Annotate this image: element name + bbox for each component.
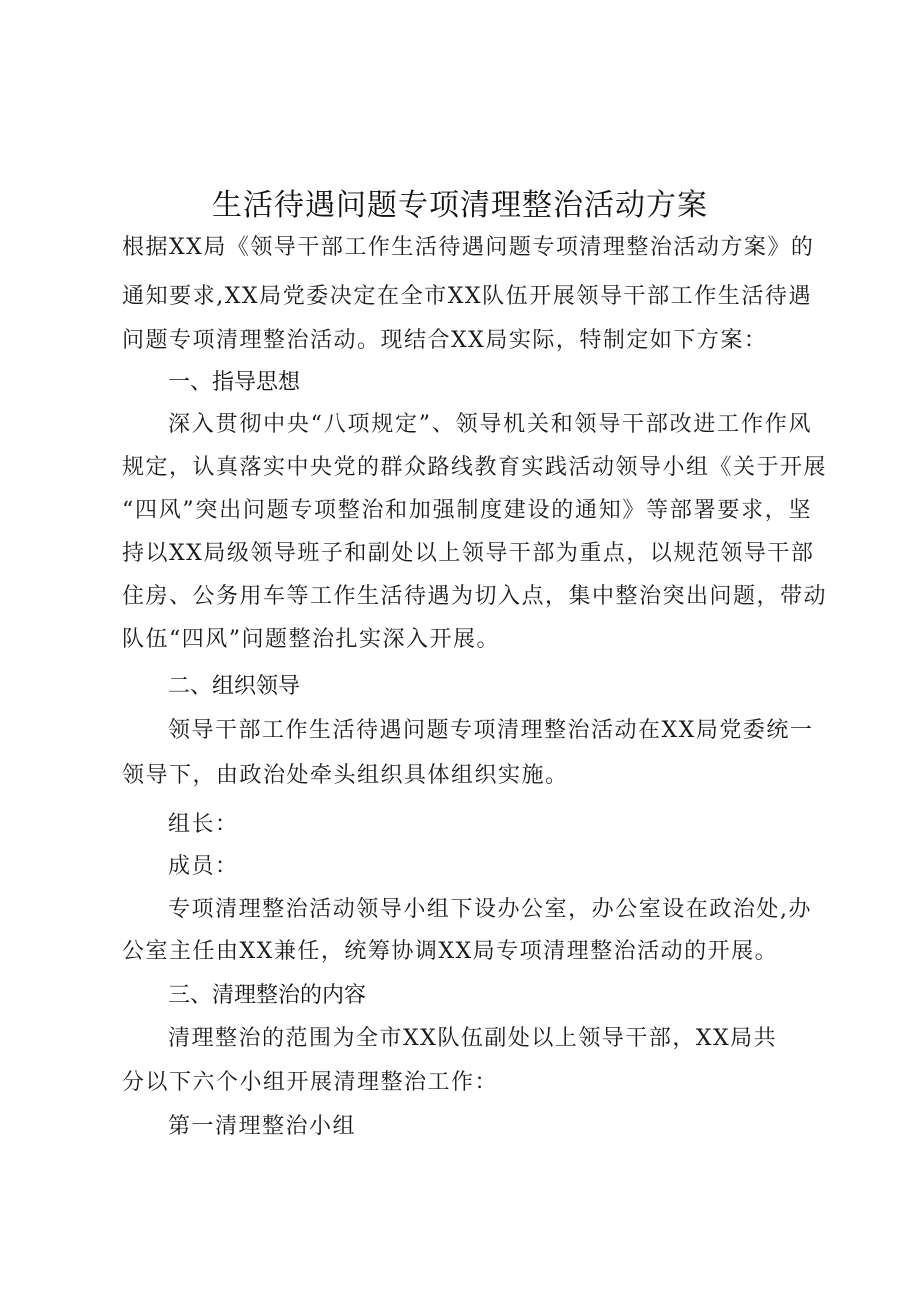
section-1-line-6: 队伍“四风”问题整治扎实深入开展。 bbox=[122, 627, 500, 652]
intro-line-3: 问题专项清理整治活动。现结合XX局实际，特制定如下方案： bbox=[122, 328, 768, 353]
members-label: 成员： bbox=[168, 854, 239, 879]
section-1-line-3: “四风”突出问题专项整治和加强制度建设的通知》等部署要求，坚 bbox=[122, 498, 812, 523]
office-line-1: 专项清理整治活动领导小组下设办公室，办公室设在政治处,办 bbox=[168, 897, 812, 922]
leader-label: 组长： bbox=[168, 812, 239, 837]
section-3-heading: 三、清理整治的内容 bbox=[168, 983, 367, 1008]
section-1-line-5: 住房、公务用车等工作生活待遇为切入点，集中整治突出问题，带动 bbox=[122, 584, 828, 609]
section-2-line-2: 领导下，由政治处牵头组织具体组织实施。 bbox=[122, 763, 569, 788]
section-1-heading: 一、指导思想 bbox=[168, 370, 301, 395]
intro-line-1: 根据XX局《领导干部工作生活待遇问题专项清理整治活动方案》的 bbox=[122, 235, 815, 260]
section-1-line-1: 深入贯彻中央“八项规定”、领导机关和领导干部改进工作作风 bbox=[168, 412, 812, 437]
section-3-line-1: 清理整治的范围为全市XX队伍副处以上领导干部，XX局共 bbox=[168, 1026, 778, 1051]
section-2-heading: 二、组织领导 bbox=[168, 674, 301, 699]
office-line-2: 公室主任由XX兼任，统筹协调XX局专项清理整治活动的开展。 bbox=[122, 939, 779, 964]
document-title: 生活待遇问题专项清理整治活动方案 bbox=[212, 188, 708, 223]
section-3-line-2: 分以下六个小组开展清理整治工作： bbox=[122, 1070, 499, 1095]
intro-line-2: 通知要求,XX局党委决定在全市XX队伍开展领导干部工作生活待遇 bbox=[122, 284, 812, 309]
section-1-line-4: 持以XX局级领导班子和副处以上领导干部为重点，以规范领导干部 bbox=[122, 541, 815, 566]
group-1-label: 第一清理整治小组 bbox=[168, 1114, 357, 1139]
section-1-line-2: 规定，认真落实中央党的群众路线教育实践活动领导小组《关于开展 bbox=[122, 455, 828, 480]
section-2-line-1: 领导干部工作生活待遇问题专项清理整治活动在XX局党委统一 bbox=[168, 718, 814, 743]
